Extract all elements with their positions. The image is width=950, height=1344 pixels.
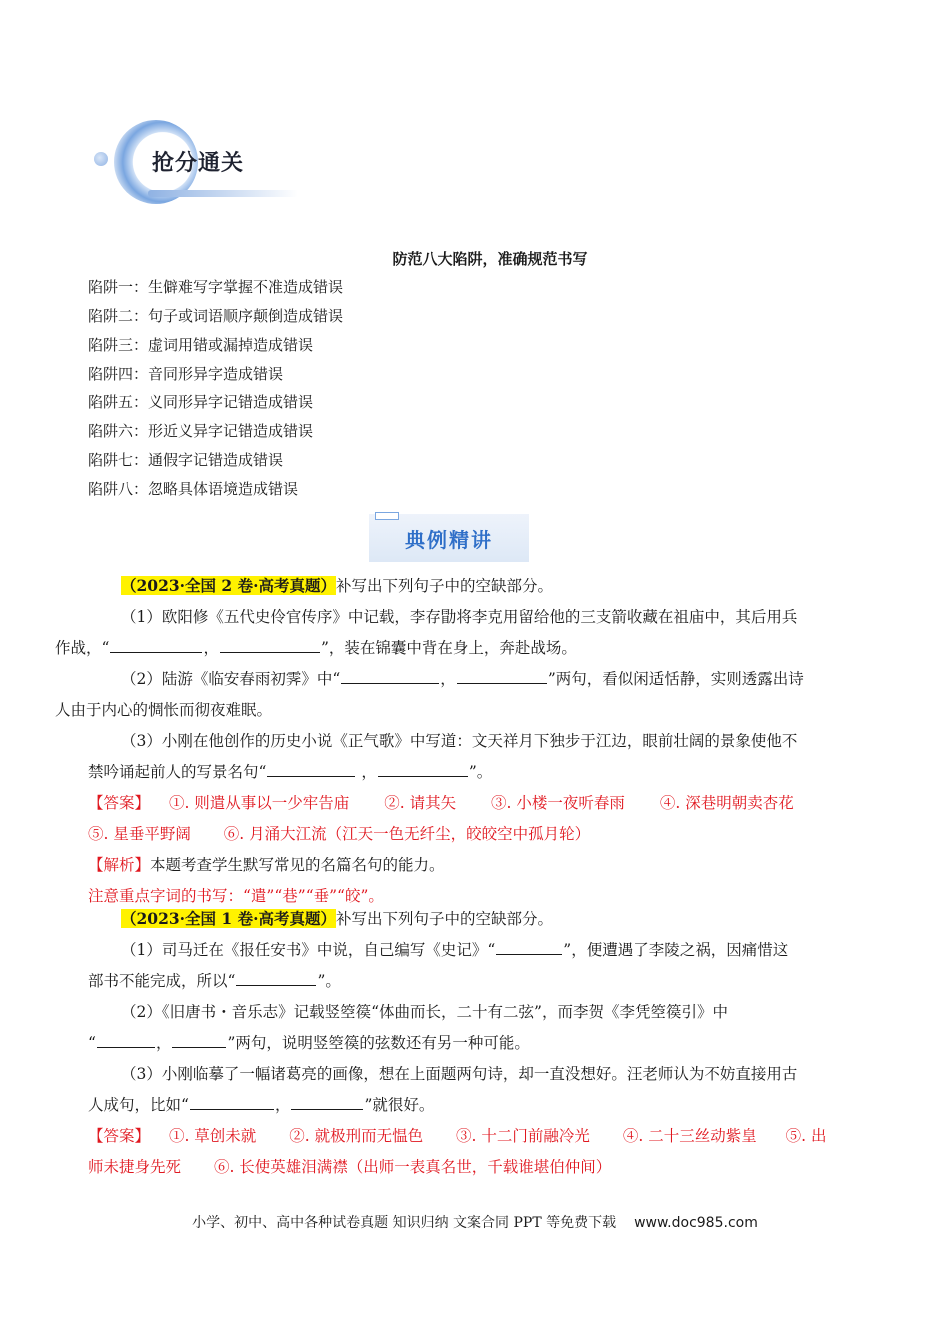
q1-answer-4: ④. 深巷明朝卖杏花 <box>659 794 794 812</box>
q2-item-2-cont: “ <box>88 1034 96 1052</box>
answer-blank[interactable] <box>291 1093 363 1110</box>
q1-item-1-sep: ， <box>203 639 219 657</box>
q1-item-1-cont: 作战，“ <box>55 639 110 657</box>
q2-answer-3: ③. 十二门前融冷光 <box>456 1127 590 1145</box>
examples-header-text: 典例精讲 <box>405 528 493 552</box>
q1-item-3-cont: 禁吟诵起前人的写景名句“ <box>88 763 267 781</box>
q1-answers <box>88 788 864 850</box>
q1-item-1-tail: ”，装在锦囊中背在身上，奔赴战场。 <box>320 639 577 657</box>
q2-item-3-cont: 人成句，比如“ <box>88 1096 189 1114</box>
q2-item-2-text: （2）《旧唐书・音乐志》记载竖箜篌“体曲而长，二十有二弦”，而李贺《李凭箜篌引》中 <box>121 1003 728 1021</box>
answer-blank[interactable] <box>341 667 439 684</box>
answer-blank[interactable] <box>496 938 562 955</box>
trap-item-4: 陷阱四：音同形异字造成错误 <box>88 365 284 383</box>
q1-item-3-tail: ”。 <box>468 763 493 781</box>
q2-source-badge: （2023·全国 1 卷·高考真题） <box>121 909 337 928</box>
trap-item-2: 陷阱二：句子或词语顺序颠倒造成错误 <box>88 307 344 325</box>
q1-item-1-text: （1）欧阳修《五代史伶官传序》中记载，李存勖将李克用留给他的三支箭收藏在祖庙中，其后用兵 <box>121 608 798 626</box>
q1-stem <box>88 570 864 602</box>
q2-item-1-cont: 部书不能完成，所以“ <box>88 972 236 990</box>
trap-item-3: 陷阱三：虚词用错或漏掉造成错误 <box>88 336 314 354</box>
q2-item-2-tail: ”两句，说明竖箜篌的弦数还有另一种可能。 <box>227 1034 530 1052</box>
answer-blank[interactable] <box>267 760 355 777</box>
q1-item-2 <box>55 664 864 726</box>
q2-answer-2: ②. 就极刑而无愠色 <box>289 1127 424 1145</box>
q1-item-2-text: （2）陆游《临安春雨初霁》中“ <box>121 670 341 688</box>
q1-answer-5: ⑤. 星垂平野阔 <box>88 825 191 843</box>
q1-item-3 <box>88 726 864 788</box>
q1-item-2-cont: 人由于内心的惆怅而彻夜难眠。 <box>55 701 273 719</box>
q1-answer-label: 【答案】 <box>88 794 151 812</box>
banner-bar-decoration <box>148 190 298 197</box>
q1-note: 注意重点字词的书写：“遣”“巷”“垂”“皎”。 <box>88 887 384 905</box>
banner-dot-decoration <box>94 152 108 166</box>
answer-blank[interactable] <box>236 969 316 986</box>
q1-answer-1: ①. 则遣从事以一少牢告庙 <box>168 794 350 812</box>
q2-answer-label: 【答案】 <box>88 1127 151 1145</box>
q1-item-2-sep: ， <box>440 670 456 688</box>
q2-item-1-text: （1）司马迁在《报任安书》中说，自己编写《史记》“ <box>121 941 496 959</box>
q2-item-2-sep: ， <box>155 1034 172 1052</box>
trap-item-8: 陷阱八：忽略具体语境造成错误 <box>88 480 299 498</box>
q1-item-3-sep: ， <box>356 763 377 781</box>
question-2 <box>88 903 864 1183</box>
q2-item-2 <box>88 997 864 1059</box>
q1-item-1 <box>55 602 864 664</box>
page-footer <box>0 1212 950 1232</box>
q1-item-3-text: （3）小刚在他创作的历史小说《正气歌》中写道：文天祥月下独步于江边，眼前壮阔的景象使他不 <box>121 732 798 750</box>
q2-item-1-end: ”。 <box>317 972 341 990</box>
question-1 <box>55 570 864 912</box>
trap-item-5: 陷阱五：义同形异字记错造成错误 <box>88 393 314 411</box>
q2-item-3-tail: ”就很好。 <box>364 1096 435 1114</box>
examples-header-accent <box>375 512 399 520</box>
banner-title: 抢分通关 <box>152 151 245 176</box>
q2-answer-5: ⑤. 出 <box>785 1127 827 1145</box>
q1-analysis-text: 本题考查学生默写常见的名篇名句的能力。 <box>150 856 445 874</box>
q1-source-badge: （2023·全国 2 卷·高考真题） <box>121 576 337 595</box>
section-banner <box>88 112 298 212</box>
q1-analysis <box>88 850 864 881</box>
answer-blank[interactable] <box>190 1093 274 1110</box>
q1-answer-3: ③. 小楼一夜听春雨 <box>491 794 625 812</box>
q1-answer-2: ②. 请其矢 <box>384 794 457 812</box>
examples-header <box>369 514 529 562</box>
trap-item-7: 陷阱七：通假字记错造成错误 <box>88 451 284 469</box>
answer-blank[interactable] <box>110 636 202 653</box>
intro-title: 防范八大陷阱，准确规范书写 <box>392 250 588 268</box>
answer-blank[interactable] <box>172 1031 226 1048</box>
q2-item-1 <box>88 935 864 997</box>
answer-blank[interactable] <box>457 667 547 684</box>
q2-answer-6: ⑥. 长使英雄泪满襟（出师一表真名世，千载谁堪伯仲间） <box>213 1158 612 1176</box>
q2-item-1-tail: ”，便遭遇了李陵之祸，因痛惜这 <box>563 941 789 959</box>
answer-blank[interactable] <box>97 1031 155 1048</box>
trap-item-1: 陷阱一：生僻难写字掌握不准造成错误 <box>88 278 344 296</box>
q1-analysis-label: 【解析】 <box>88 856 151 874</box>
q2-stem <box>88 903 864 935</box>
trap-item-6: 陷阱六：形近义异字记错造成错误 <box>88 422 314 440</box>
q2-prompt: 补写出下列句子中的空缺部分。 <box>336 910 554 928</box>
answer-blank[interactable] <box>378 760 468 777</box>
q1-item-2-tail: ”两句，看似闲适恬静，实则透露出诗 <box>547 670 804 688</box>
q1-answer-6: ⑥. 月涌大江流（江天一色无纤尘，皎皎空中孤月轮） <box>223 825 591 843</box>
q2-answer-5-cont: 师未捷身先死 <box>88 1158 182 1176</box>
q2-answers <box>88 1121 864 1183</box>
q2-answer-4: ④. 二十三丝动紫皇 <box>622 1127 757 1145</box>
answer-blank[interactable] <box>220 636 320 653</box>
q2-item-3 <box>88 1059 864 1121</box>
footer-text: 小学、初中、高中各种试卷真题 知识归纳 文案合同 PPT 等免费下载 <box>192 1215 617 1231</box>
q1-prompt: 补写出下列句子中的空缺部分。 <box>336 577 554 595</box>
footer-url-link[interactable]: www.doc985.com <box>634 1215 758 1231</box>
q2-item-3-sep: ， <box>274 1096 291 1114</box>
q2-answer-1: ①. 草创未就 <box>168 1127 257 1145</box>
q2-item-3-text: （3）小刚临摹了一幅诸葛亮的画像，想在上面题两句诗，却一直没想好。汪老师认为不妨直接用古 <box>121 1065 798 1083</box>
